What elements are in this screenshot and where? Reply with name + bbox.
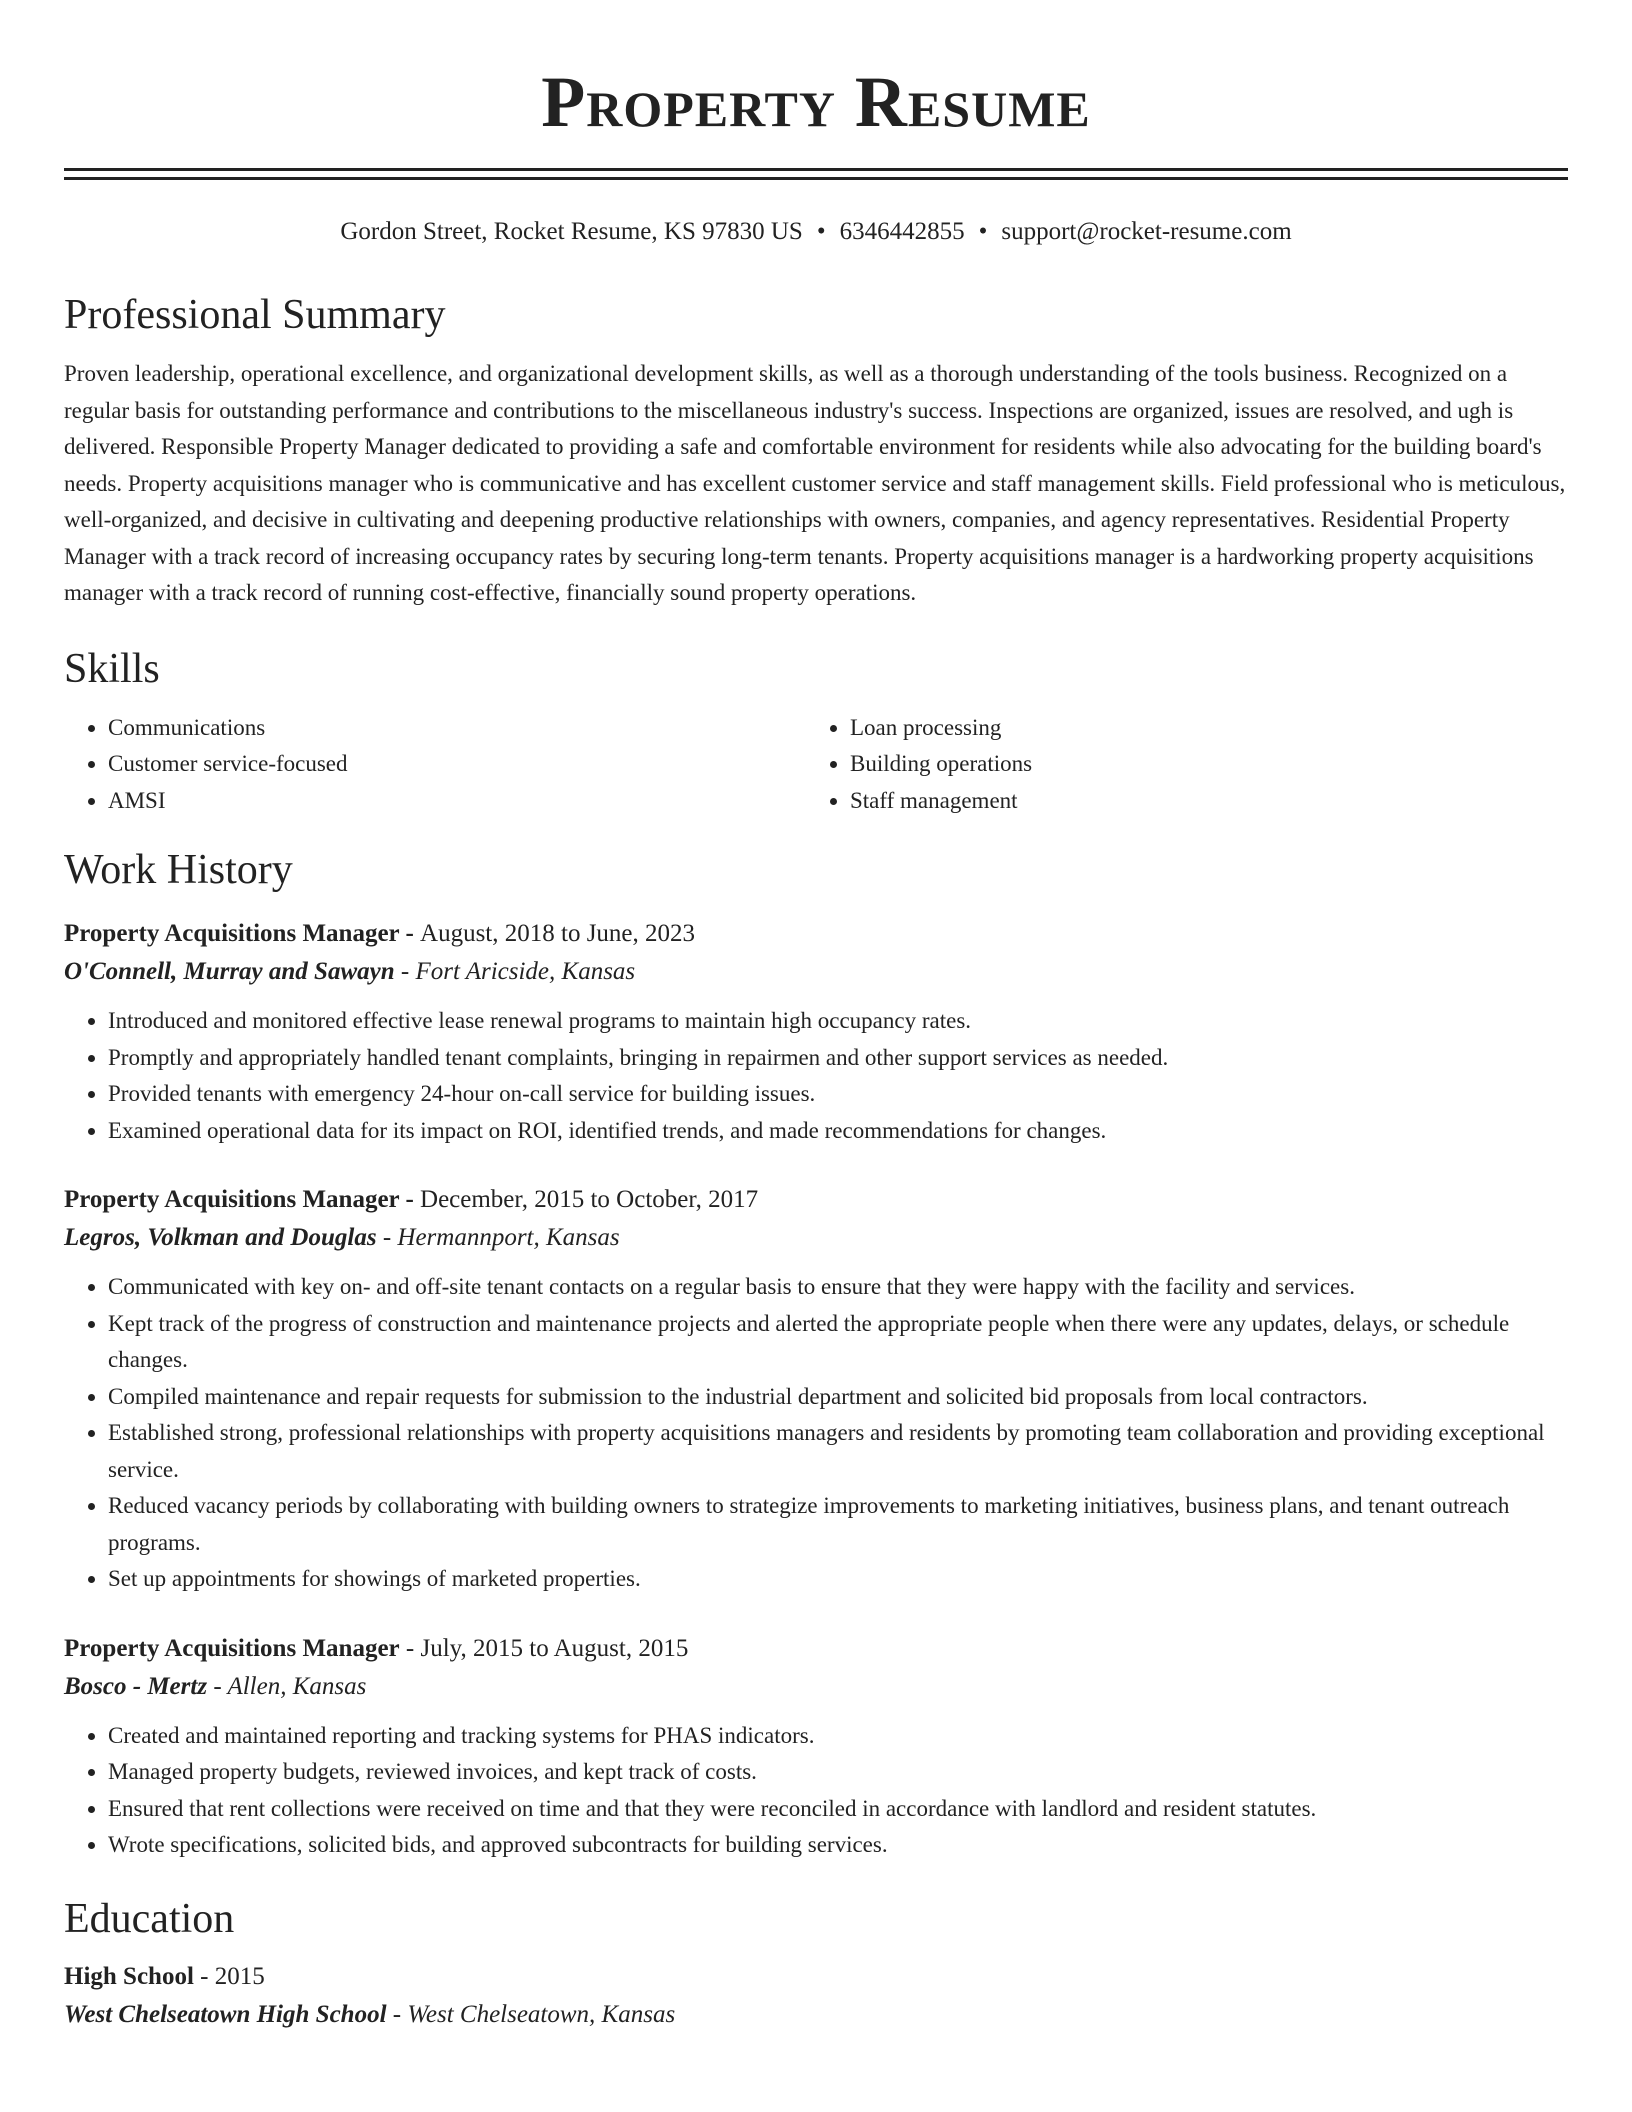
job-company: Bosco - Mertz <box>64 1672 208 1700</box>
education-header <box>64 1958 1568 1996</box>
job-header <box>64 1630 1568 1668</box>
job-dates: August, 2018 to June, 2023 <box>420 920 696 947</box>
job-company-line <box>64 1219 1568 1257</box>
job-bullets <box>64 1718 1568 1864</box>
job-bullet: • Communicated with key on- and off-site tenant contacts on a regular basis to ensure that they were happy with the facility and services. <box>108 1269 1568 1306</box>
job-entry <box>64 1630 1568 1864</box>
resume-title: Property Resume <box>541 62 1091 142</box>
job-dash: - <box>399 1634 421 1662</box>
work-history-heading: Work History <box>64 847 293 893</box>
contact-line <box>64 216 1568 248</box>
education-degree: High School <box>64 1962 194 1990</box>
skill-item: • Communications <box>108 710 806 747</box>
contact-address: Gordon Street, Rocket Resume, KS 97830 US <box>340 218 803 245</box>
job-company-line <box>64 1668 1568 1706</box>
skills-column-left <box>64 710 806 820</box>
job-bullet: • Managed property budgets, reviewed invoices, and kept track of costs. <box>108 1754 1568 1791</box>
job-title: Property Acquisitions Manager <box>64 1186 400 1213</box>
education-dash: - <box>193 1962 215 1990</box>
job-entry <box>64 1181 1568 1598</box>
job-dash: - <box>207 1672 228 1700</box>
job-bullet: • Promptly and appropriately handled tenant complaints, bringing in repairmen and other support services as needed. <box>108 1040 1568 1077</box>
summary-text: Proven leadership, operational excellence, and organizational development skills, as well as a thorough understanding of the tools business. Recognized on a regular basis for outstanding performance and contributions to the miscellaneous industry's success. Inspections are organized, issues are resolved, and ugh is delivered. Responsible Property Manager dedicated to providing a safe and comfortable environment for residents while also advocating for the building board's needs. Property acquisitions manager who is communicative and has excellent customer service and staff management skills. Field professional who is meticulous, well-organized, and decisive in cultivating and deepening productive relationships with owners, companies, and agency representatives. Residential Property Manager with a track record of increasing occupancy rates by securing long-term tenants. Property acquisitions manager is a hardworking property acquisitions manager with a track record of running cost-effective, financially sound property operations. <box>64 361 1566 605</box>
job-dash: - <box>394 958 416 985</box>
skill-item: • Loan processing <box>850 710 1548 747</box>
title-divider-top <box>64 168 1568 171</box>
job-bullet: • Introduced and monitored effective lease renewal programs to maintain high occupancy rates. <box>108 1003 1568 1040</box>
contact-separator: • <box>978 218 988 245</box>
job-entry <box>64 915 1568 1149</box>
job-bullet: • Compiled maintenance and repair requests for submission to the industrial department and solicited bid proposals from local contractors. <box>108 1379 1568 1416</box>
education-dash: - <box>386 2000 408 2028</box>
skills-grid <box>64 710 1568 820</box>
job-bullet: • Kept track of the progress of construction and maintenance projects and alerted the appropriate people when there were any updates, delays, or schedule changes. <box>108 1306 1568 1379</box>
job-location: Fort Aricside, Kansas <box>415 958 636 985</box>
job-company-line <box>64 953 1568 991</box>
job-company: O'Connell, Murray and Sawayn <box>64 958 395 985</box>
education-heading: Education <box>64 1895 235 1942</box>
job-bullet: • Provided tenants with emergency 24-hour on-call service for building issues. <box>108 1076 1568 1113</box>
education-school-line <box>64 1996 1568 2034</box>
job-bullet: • Wrote specifications, solicited bids, and approved subcontracts for building services. <box>108 1827 1568 1864</box>
job-location: Hermannport, Kansas <box>397 1224 620 1251</box>
contact-email: support@rocket-resume.com <box>1001 218 1292 245</box>
job-title: Property Acquisitions Manager <box>64 920 400 947</box>
summary-heading: Professional Summary <box>64 292 446 338</box>
skills-column-right <box>806 710 1548 820</box>
education-entry <box>64 1958 1568 2034</box>
job-title: Property Acquisitions Manager <box>64 1634 400 1662</box>
job-company: Legros, Volkman and Douglas <box>64 1224 377 1251</box>
job-dash: - <box>399 1186 421 1213</box>
skill-item: • AMSI <box>108 783 806 820</box>
job-bullet: • Reduced vacancy periods by collaborating with building owners to strategize improvements to marketing initiatives, business plans, and tenant outreach programs. <box>108 1488 1568 1561</box>
job-header <box>64 915 1568 953</box>
education-location: West Chelseatown, Kansas <box>407 2000 676 2028</box>
job-dates: July, 2015 to August, 2015 <box>420 1634 689 1662</box>
job-bullets <box>64 1269 1568 1598</box>
skill-item: • Customer service-focused <box>108 746 806 783</box>
job-bullet: • Created and maintained reporting and tracking systems for PHAS indicators. <box>108 1718 1568 1755</box>
title-divider-bottom <box>64 177 1568 180</box>
job-location: Allen, Kansas <box>227 1672 367 1700</box>
job-bullet: • Ensured that rent collections were received on time and that they were reconciled in accordance with landlord and resident statutes. <box>108 1791 1568 1828</box>
job-bullet: • Examined operational data for its impact on ROI, identified trends, and made recommendations for changes. <box>108 1113 1568 1150</box>
job-dash: - <box>376 1224 398 1251</box>
job-dates: December, 2015 to October, 2017 <box>420 1186 759 1213</box>
contact-phone: 6346442855 <box>839 218 965 245</box>
education-school: West Chelseatown High School <box>64 2000 387 2028</box>
job-bullet: • Set up appointments for showings of marketed properties. <box>108 1561 1568 1598</box>
skills-heading: Skills <box>64 645 160 692</box>
education-year: 2015 <box>214 1962 265 1990</box>
contact-separator: • <box>816 218 826 245</box>
job-header <box>64 1181 1568 1219</box>
job-bullets <box>64 1003 1568 1149</box>
skill-item: • Building operations <box>850 746 1548 783</box>
job-dash: - <box>399 920 421 947</box>
skill-item: • Staff management <box>850 783 1548 820</box>
job-bullet: • Established strong, professional relationships with property acquisitions managers and residents by promoting team collaboration and providing exceptional service. <box>108 1415 1568 1488</box>
